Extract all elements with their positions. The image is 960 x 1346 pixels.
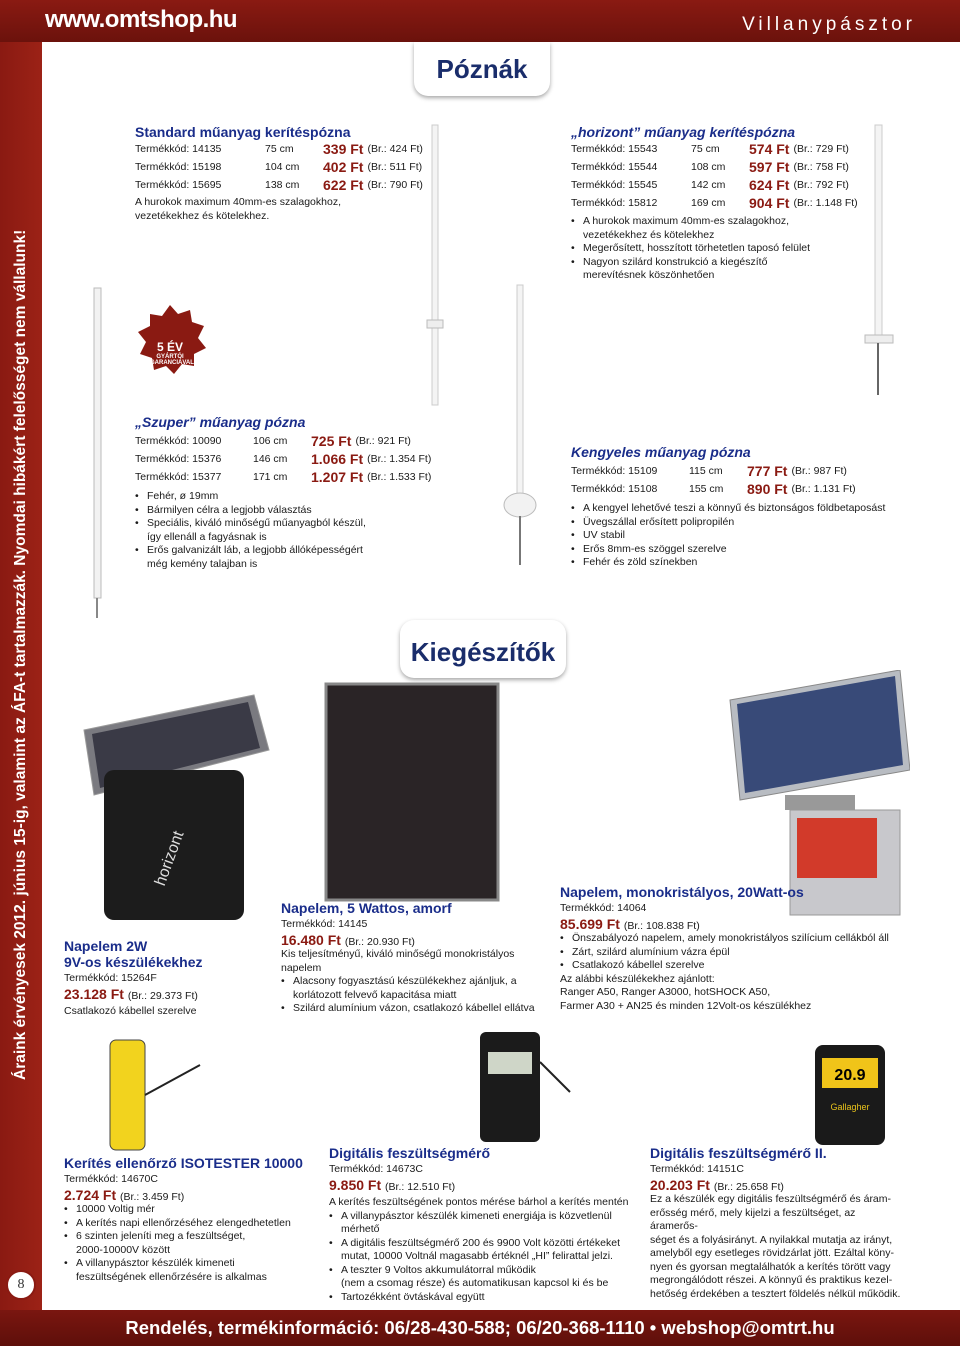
product-desc: Farmer A30 + AN25 és minden 12Volt-os készülékhez [560,999,812,1012]
price-row: Termékkód: 14135 75 cm 339 Ft (Br.: 424 Ft) [135,141,423,157]
warranty-badge-text: 5 ÉV GYÁRTÓI GARANCIÁVAL! [150,340,196,366]
product-title: Kerítés ellenőrző ISOTESTER 10000 [64,1155,303,1171]
feature-list: • Önszabályozó napelem, amely monokristályos szilícium cellákból áll • Zárt, szilárd alumínium vázra épül • Csatlakozó kábellel szerelve [560,932,920,973]
product-price: 2.724 Ft (Br.: 3.459 Ft) [64,1187,185,1203]
product-title: „Szuper” műanyag pózna [135,414,306,430]
product-title: Napelem 2W [64,938,148,954]
product-desc: Kis teljesítményű, kiváló minőségű monokristályos [281,948,515,960]
product-desc: nyen és gyorsan megtalálhatók a kerítés törött vagy [650,1260,891,1273]
solar-panel-20w-image [725,670,910,920]
product-code: Termékkód: 14145 [281,918,368,930]
price-row: Termékkód: 10090 106 cm 725 Ft (Br.: 921 Ft) [135,433,411,449]
product-price: 16.480 Ft (Br.: 20.930 Ft) [281,932,415,948]
product-title: Napelem, monokristályos, 20Watt-os [560,884,804,900]
product-digital-meter-ii [650,1145,902,1301]
svg-text:horizont: horizont [152,828,188,889]
product-price: 9.850 Ft (Br.: 12.510 Ft) [329,1177,456,1193]
product-code: Termékkód: 14673C [329,1163,423,1175]
product-price: 23.128 Ft (Br.: 29.373 Ft) [64,986,198,1002]
product-standard [135,124,435,223]
product-desc: amelyből egy esetleges rövidzárlat jött. Ezáltal köny- [650,1247,894,1259]
product-price: 20.203 Ft (Br.: 25.658 Ft) [650,1177,784,1193]
product-title: Kengyeles műanyag pózna [571,444,751,460]
site-url[interactable]: www.omtshop.hu [45,6,238,33]
feature-list: • Fehér, ø 19mm • Bármilyen célra a legjobb választás • Speciális, kiváló minőségű műanyagból készül, így ellenáll a fagyásnak is • Erős galvanizált láb, a legjobb állóképességért még kemény talajban is [135,490,455,571]
feature-list: • A villanypásztor készülék kimeneti energiája is közvetlenül mérhető • A digitális feszültségmérő 200 és 9900 Volt közötti értékeket mutat, 10000 Voltnál magasabb értéknél „HI” felirattal jelzi. • A teszter 9 Voltos akkumulátorral működik (nem a csomag része) és automatikusan kapcsol ki és be • Tartozékként övtáskával együtt [329,1210,634,1305]
solar-panel-2w-image [64,690,274,930]
svg-text:Gallagher: Gallagher [830,1102,870,1112]
svg-text:20.9: 20.9 [834,1067,866,1084]
price-row: Termékkód: 15109 115 cm 777 Ft (Br.: 987 Ft) [571,463,847,479]
product-desc: megrongálódott részei. A könnyű és praktikus kezel- [650,1274,893,1286]
feature-list: • A hurokok maximum 40mm-es szalagokhoz, vezetékekhez és kötelekhez • Megerősített, hosszított törhetetlen taposó felület • Nagyon szilárd konstrukció a kiegészítő merevítésnek köszönhetően [571,215,901,283]
price-row: Termékkód: 15543 75 cm 574 Ft (Br.: 729 Ft) [571,141,849,157]
price-row: Termékkód: 15377 171 cm 1.207 Ft (Br.: 1.533 Ft) [135,469,432,485]
solar-panel-5w-image [320,680,505,905]
product-napelem-20w [560,884,920,1013]
product-napelem-2w [64,938,264,1019]
product-code: Termékkód: 15264F [64,972,157,984]
product-desc: Csatlakozó kábellel szerelve [64,1005,197,1017]
product-code: Termékkód: 14064 [560,902,647,914]
product-desc: A hurokok maximum 40mm-es szalagokhoz, [135,196,341,208]
footer-bar [0,1310,960,1346]
product-code: Termékkód: 14151C [650,1163,744,1175]
section-tab-kiegeszitok: Kiegészítők [400,620,566,678]
product-szuper [135,414,455,571]
product-horizont [571,124,901,283]
feature-list: • A kengyel lehetővé teszi a könnyű és biztonságos földbetaposást • Üvegszállal erősített polipropilén • UV stabil • Erős 8mm-es szöggel szerelve • Fehér és zöld színekben [571,502,911,570]
product-desc: séget és a folyásirányt. A nyilakkal mutatja az irányt, [650,1233,893,1246]
product-desc: hetőség érdekében a tesztert földelés nélkül működik. [650,1287,901,1300]
product-isotester [64,1155,314,1284]
price-row: Termékkód: 15812 169 cm 904 Ft (Br.: 1.148 Ft) [571,195,858,211]
header-bar [0,0,960,42]
product-desc: Az alábbi készülékekhez ajánlott: [560,972,715,985]
product-desc: Ranger A50, Ranger A3000, hotSHOCK A50, [560,986,771,998]
digital-meter-image [470,1022,580,1147]
price-row: Termékkód: 15695 138 cm 622 Ft (Br.: 790 Ft) [135,177,423,193]
section-tab-poznak: Póznák [414,42,550,96]
product-subtitle: 9V-os készülékekhez [64,954,203,970]
price-row: Termékkód: 15376 146 cm 1.066 Ft (Br.: 1.354 Ft) [135,451,432,467]
feature-list: • Alacsony fogyasztású készülékekhez ajánljuk, a korlátozott felvevő kapacitása miatt • Szilárd alumínium vázon, csatlakozó kábellel ellátva [281,975,546,1016]
product-kengyeles [571,444,911,570]
product-title: „horizont” műanyag kerítéspózna [571,124,796,140]
product-digital-meter [329,1145,634,1304]
product-title: Digitális feszültségmérő [329,1145,491,1161]
price-row: Termékkód: 15198 104 cm 402 Ft (Br.: 511 Ft) [135,159,423,175]
footer-contact[interactable]: Rendelés, termékinformáció: 06/28-430-588; 06/20-368-1110 • webshop@omtrt.hu [125,1317,835,1338]
product-title: Digitális feszültségmérő II. [650,1145,827,1161]
sidebar-disclaimer: Áraink érvényesek 2012. június 15-ig, valamint az ÁFA-t tartalmazzák. Nyomdai hibákért felelősséget nem vállalunk! [12,229,29,1080]
product-title: Napelem, 5 Wattos, amorf [281,900,452,916]
product-price: 85.699 Ft (Br.: 108.838 Ft) [560,916,700,932]
product-desc: A kerítés feszültségének pontos mérése bárhol a kerítés mentén [329,1196,629,1208]
feature-list: • 10000 Voltig mér • A kerítés napi ellenőrzéséhez elengedhetetlen • 6 szinten jeleníti meg a feszültséget, 2000-10000V között • A villanypásztor készülék kimeneti feszültségének ellenőrzésére is alkalmas [64,1203,314,1284]
category-title: Villanypásztor [742,14,916,35]
product-code: Termékkód: 14670C [64,1173,158,1185]
price-row: Termékkód: 15108 155 cm 890 Ft (Br.: 1.131 Ft) [571,481,856,497]
product-title: Standard műanyag kerítéspózna [135,124,351,140]
digital-meter-ii-image [810,1040,890,1150]
isotester-image [100,1035,210,1155]
page-number: 8 [6,1270,36,1300]
product-napelem-5w [281,900,546,1016]
product-desc: Ez a készülék egy digitális feszültségmérő és áram- [650,1193,892,1205]
pole-image-standard [80,280,120,620]
pole-image-szuper [495,280,555,570]
product-desc: erősség mérő, mely kijelzi a feszültséget, az áramerős- [650,1206,856,1232]
price-row: Termékkód: 15545 142 cm 624 Ft (Br.: 792 Ft) [571,177,849,193]
product-desc: vezetékekhez és kötelekhez. [135,209,270,222]
price-row: Termékkód: 15544 108 cm 597 Ft (Br.: 758 Ft) [571,159,849,175]
product-desc: napelem [281,961,322,974]
